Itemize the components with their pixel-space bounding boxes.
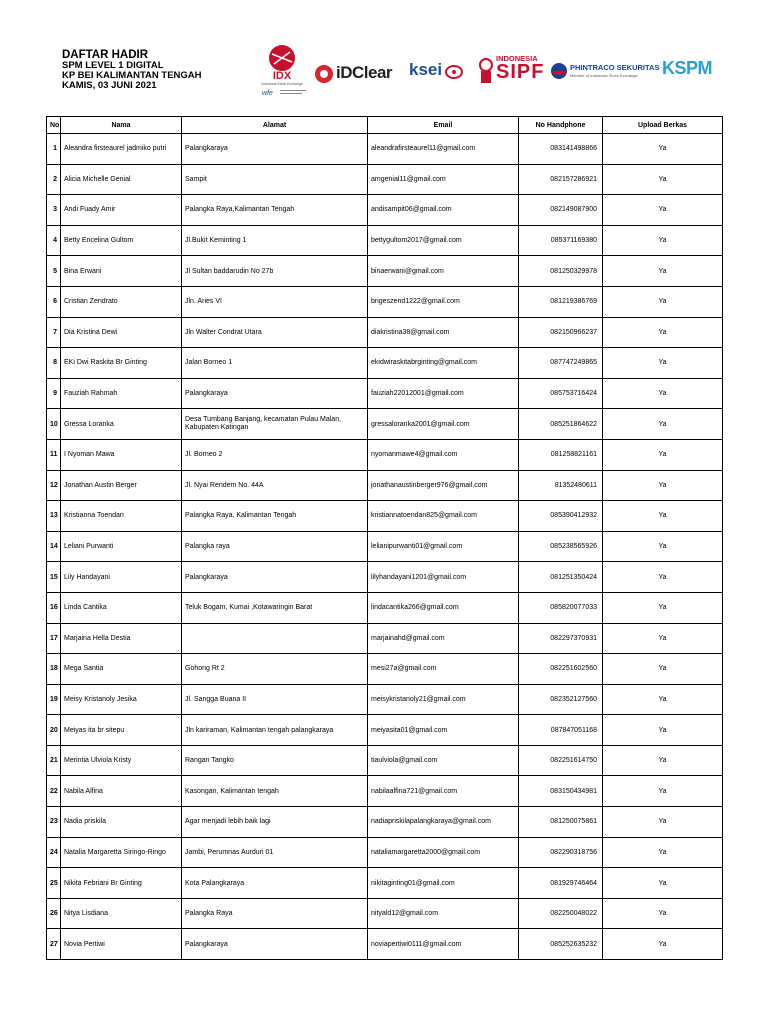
- cell-email: nabilaalfina721@gmail.com: [368, 776, 519, 807]
- attendance-table: [46, 116, 723, 960]
- cell-email: meiyasita01@gmail.com: [368, 715, 519, 746]
- cell-alamat: Palangkaraya: [182, 134, 368, 165]
- cell-upload: Ya: [603, 470, 723, 501]
- column-header-no: No: [47, 117, 61, 134]
- row-number: 15: [47, 562, 61, 593]
- table-row: [47, 348, 723, 379]
- table-row: [47, 715, 723, 746]
- cell-alamat: Teluk Bogam, Kumai ,Kotawaringin Barat: [182, 592, 368, 623]
- cell-upload: Ya: [603, 501, 723, 532]
- cell-upload: Ya: [603, 898, 723, 929]
- table-row: [47, 256, 723, 287]
- ksei-logo-text: ksei: [409, 60, 443, 79]
- cell-upload: Ya: [603, 715, 723, 746]
- cell-email: lilyhandayani1201@gmail.com: [368, 562, 519, 593]
- cell-upload: Ya: [603, 348, 723, 379]
- cell-email: noviapertiwi0111@gmail.com: [368, 929, 519, 960]
- kspm-logo: [662, 58, 722, 88]
- header-subtitle: SPM LEVEL 1 DIGITAL: [62, 60, 164, 71]
- cell-email: jonathanaustinberger976@gmail.com: [368, 470, 519, 501]
- cell-handphone: 081250075861: [519, 807, 603, 838]
- sipf-logo-text: SIPF: [496, 61, 545, 83]
- table-row: [47, 439, 723, 470]
- row-number: 23: [47, 807, 61, 838]
- cell-nama: Fauziah Rahmah: [61, 378, 182, 409]
- svg-text:wfe: wfe: [262, 90, 273, 96]
- cell-handphone: 085753716424: [519, 378, 603, 409]
- cell-upload: Ya: [603, 654, 723, 685]
- cell-handphone: 081219386769: [519, 286, 603, 317]
- cell-handphone: 082352127560: [519, 684, 603, 715]
- row-number: 9: [47, 378, 61, 409]
- cell-email: gressaloranka2001@gmail.com: [368, 409, 519, 440]
- cell-nama: Natalia Margaretta Siringo-Ringo: [61, 837, 182, 868]
- phintraco-logo-subtext: Member of Indonesia Stock Exchange: [570, 73, 638, 78]
- column-header-nama: Nama: [61, 117, 182, 134]
- cell-alamat: Kasongan, Kalimantan tengah: [182, 776, 368, 807]
- cell-alamat: Palangka raya: [182, 531, 368, 562]
- cell-nama: Nitya Lisdiana: [61, 898, 182, 929]
- cell-nama: Meisy Kristanoly Jesika: [61, 684, 182, 715]
- cell-alamat: Jl. Borneo 2: [182, 439, 368, 470]
- cell-nama: Novia Pertiwi: [61, 929, 182, 960]
- table-row: [47, 225, 723, 256]
- row-number: 22: [47, 776, 61, 807]
- cell-upload: Ya: [603, 807, 723, 838]
- cell-email: aleandrafirsteaurel11@gmail.com: [368, 134, 519, 165]
- cell-email: lindacantika266@gmail.com: [368, 592, 519, 623]
- cell-nama: Dia Kristina Dewi: [61, 317, 182, 348]
- cell-upload: Ya: [603, 745, 723, 776]
- row-number: 4: [47, 225, 61, 256]
- idclear-logo: [314, 62, 404, 88]
- cell-nama: Alicia Michelle Genial: [61, 164, 182, 195]
- phintraco-logo: [550, 60, 660, 90]
- row-number: 7: [47, 317, 61, 348]
- cell-handphone: 085820077033: [519, 592, 603, 623]
- cell-nama: Lily Handayani: [61, 562, 182, 593]
- cell-upload: Ya: [603, 409, 723, 440]
- cell-alamat: Jln kariraman, Kalimantan tengah palangkaraya: [182, 715, 368, 746]
- table-row: [47, 745, 723, 776]
- cell-alamat: Gohong Rt 2: [182, 654, 368, 685]
- table-header-row: [47, 117, 723, 134]
- header-date: KAMIS, 03 JUNI 2021: [62, 80, 157, 91]
- row-number: 3: [47, 195, 61, 226]
- cell-nama: Mega Santia: [61, 654, 182, 685]
- row-number: 27: [47, 929, 61, 960]
- cell-alamat: Palangka Raya, Kalimantan Tengah: [182, 501, 368, 532]
- idclear-logo-text: iDClear: [336, 63, 393, 82]
- row-number: 17: [47, 623, 61, 654]
- cell-email: bettygultom2017@gmail.com: [368, 225, 519, 256]
- cell-alamat: Jln Walter Condrat Utara: [182, 317, 368, 348]
- cell-handphone: 082149087900: [519, 195, 603, 226]
- cell-alamat: Palangkaraya: [182, 562, 368, 593]
- cell-upload: Ya: [603, 256, 723, 287]
- cell-alamat: Jalan Borneo 1: [182, 348, 368, 379]
- cell-upload: Ya: [603, 592, 723, 623]
- table-row: [47, 378, 723, 409]
- table-row: [47, 501, 723, 532]
- cell-nama: Nikita Febriani Br Ginting: [61, 868, 182, 899]
- table-row: [47, 470, 723, 501]
- cell-alamat: Palangka Raya,Kalimantan Tengah: [182, 195, 368, 226]
- row-number: 19: [47, 684, 61, 715]
- row-number: 14: [47, 531, 61, 562]
- table-row: [47, 164, 723, 195]
- table-row: [47, 286, 723, 317]
- cell-upload: Ya: [603, 868, 723, 899]
- cell-nama: Cristian Zendrato: [61, 286, 182, 317]
- cell-nama: EKi Dwi Raskita Br Ginting: [61, 348, 182, 379]
- idx-logo: [252, 44, 312, 100]
- cell-nama: Kristianna Toendan: [61, 501, 182, 532]
- cell-email: nityald12@gmail.com: [368, 898, 519, 929]
- table-row: [47, 592, 723, 623]
- cell-nama: Betty Encelina Gultom: [61, 225, 182, 256]
- cell-upload: Ya: [603, 562, 723, 593]
- cell-email: binaerwani@gmail.com: [368, 256, 519, 287]
- cell-handphone: 082251602560: [519, 654, 603, 685]
- cell-upload: Ya: [603, 623, 723, 654]
- cell-handphone: 085251864622: [519, 409, 603, 440]
- sipf-logo: [478, 54, 546, 92]
- cell-handphone: 082250048022: [519, 898, 603, 929]
- cell-handphone: 085390412932: [519, 501, 603, 532]
- cell-nama: Linda Cantika: [61, 592, 182, 623]
- cell-email: andisampit06@gmail.com: [368, 195, 519, 226]
- cell-alamat: Jl. Sangga Buana II: [182, 684, 368, 715]
- cell-handphone: 082297370931: [519, 623, 603, 654]
- cell-alamat: Sampit: [182, 164, 368, 195]
- table-row: [47, 195, 723, 226]
- table-row: [47, 868, 723, 899]
- cell-alamat: Jl Sultan baddarudin No 27b: [182, 256, 368, 287]
- cell-email: brigeszend1222@gmail.com: [368, 286, 519, 317]
- table-row: [47, 929, 723, 960]
- cell-alamat: Jl.Bukit Keminting 1: [182, 225, 368, 256]
- cell-handphone: 082251614750: [519, 745, 603, 776]
- cell-email: tiaulviola@gmail.com: [368, 745, 519, 776]
- cell-alamat: Palangka Raya: [182, 898, 368, 929]
- cell-handphone: 081251350424: [519, 562, 603, 593]
- table-row: [47, 807, 723, 838]
- row-number: 20: [47, 715, 61, 746]
- cell-email: ekidwiraskitabrginting@gmail.com: [368, 348, 519, 379]
- cell-email: amgenial11@gmail.com: [368, 164, 519, 195]
- cell-alamat: Palangkaraya: [182, 378, 368, 409]
- table-row: [47, 317, 723, 348]
- cell-upload: Ya: [603, 684, 723, 715]
- row-number: 2: [47, 164, 61, 195]
- cell-nama: Jonathan Austin Berger: [61, 470, 182, 501]
- cell-nama: Nadia priskila: [61, 807, 182, 838]
- header-location: KP BEI KALIMANTAN TENGAH: [62, 70, 202, 81]
- cell-handphone: 082290318756: [519, 837, 603, 868]
- table-row: [47, 531, 723, 562]
- column-header-email: Email: [368, 117, 519, 134]
- row-number: 25: [47, 868, 61, 899]
- column-header-alamat: Alamat: [182, 117, 368, 134]
- row-number: 1: [47, 134, 61, 165]
- cell-email: diakristina38@gmail.com: [368, 317, 519, 348]
- idx-logo-subtext: Indonesia Stock Exchange: [261, 82, 303, 86]
- ksei-logo: [409, 60, 469, 90]
- row-number: 16: [47, 592, 61, 623]
- cell-handphone: 087747249865: [519, 348, 603, 379]
- cell-upload: Ya: [603, 439, 723, 470]
- cell-handphone: 082150966237: [519, 317, 603, 348]
- cell-upload: Ya: [603, 531, 723, 562]
- cell-nama: Bina Erwani: [61, 256, 182, 287]
- cell-nama: Leliani Purwanti: [61, 531, 182, 562]
- cell-email: meisykristanoly21@gmail.com: [368, 684, 519, 715]
- cell-handphone: 081929746464: [519, 868, 603, 899]
- cell-nama: Merintia Ulviola Kristy: [61, 745, 182, 776]
- cell-handphone: 81352480611: [519, 470, 603, 501]
- cell-nama: Gressa Loranka: [61, 409, 182, 440]
- cell-alamat: Agar menjadi lebih baik lagi: [182, 807, 368, 838]
- table-row: [47, 654, 723, 685]
- row-number: 12: [47, 470, 61, 501]
- kspm-logo-text: KSPM: [662, 58, 713, 78]
- cell-nama: I Nyoman Mawa: [61, 439, 182, 470]
- cell-alamat: [182, 623, 368, 654]
- cell-alamat: Rangan Tangko: [182, 745, 368, 776]
- row-number: 10: [47, 409, 61, 440]
- row-number: 24: [47, 837, 61, 868]
- cell-nama: Meiyas ita br sitepu: [61, 715, 182, 746]
- cell-handphone: 085238565926: [519, 531, 603, 562]
- table-row: [47, 776, 723, 807]
- cell-email: kristiannatoendan825@gmail.com: [368, 501, 519, 532]
- cell-alamat: Desa Tumbang Banjang, kecamatan Pulau Malan, Kabupaten Katingan: [182, 409, 368, 440]
- table-row: [47, 684, 723, 715]
- cell-alamat: Palangkaraya: [182, 929, 368, 960]
- phintraco-logo-text: PHINTRACO SEKURITAS: [570, 63, 660, 72]
- table-row: [47, 623, 723, 654]
- cell-nama: Nabila Alfina: [61, 776, 182, 807]
- cell-handphone: 085252635232: [519, 929, 603, 960]
- table-row: [47, 898, 723, 929]
- cell-email: lelianipurwanti01@gmail.com: [368, 531, 519, 562]
- cell-email: nataliamargaretta2000@gmail.com: [368, 837, 519, 868]
- table-row: [47, 134, 723, 165]
- row-number: 11: [47, 439, 61, 470]
- cell-handphone: 087847051168: [519, 715, 603, 746]
- row-number: 5: [47, 256, 61, 287]
- sipf-logo-label: INDONESIA: [496, 54, 538, 63]
- cell-handphone: 081258821161: [519, 439, 603, 470]
- cell-email: fauziah22012001@gmail.com: [368, 378, 519, 409]
- table-body: [47, 134, 723, 960]
- cell-email: nyomanmawe4@gmail.com: [368, 439, 519, 470]
- table-row: [47, 837, 723, 868]
- cell-handphone: 081250329978: [519, 256, 603, 287]
- cell-upload: Ya: [603, 378, 723, 409]
- table-row: [47, 562, 723, 593]
- cell-alamat: Jambi, Perumnas Aurduri 01: [182, 837, 368, 868]
- row-number: 26: [47, 898, 61, 929]
- cell-upload: Ya: [603, 225, 723, 256]
- cell-upload: Ya: [603, 134, 723, 165]
- cell-upload: Ya: [603, 929, 723, 960]
- row-number: 6: [47, 286, 61, 317]
- cell-alamat: Kota Palangkaraya: [182, 868, 368, 899]
- row-number: 8: [47, 348, 61, 379]
- row-number: 13: [47, 501, 61, 532]
- cell-upload: Ya: [603, 164, 723, 195]
- cell-handphone: 083141498866: [519, 134, 603, 165]
- cell-handphone: 082157286921: [519, 164, 603, 195]
- cell-nama: Marjaina Hella Destia: [61, 623, 182, 654]
- cell-upload: Ya: [603, 286, 723, 317]
- sponsor-logos: [252, 44, 722, 100]
- cell-email: mesi27a@gmail.com: [368, 654, 519, 685]
- idx-logo-text: IDX: [272, 70, 292, 82]
- cell-handphone: 085371169380: [519, 225, 603, 256]
- cell-upload: Ya: [603, 837, 723, 868]
- cell-email: marjainahd@gmail.com: [368, 623, 519, 654]
- cell-alamat: Jln. Aries VI: [182, 286, 368, 317]
- header-title: DAFTAR HADIR: [62, 49, 149, 61]
- column-header-handphone: No Handphone: [519, 117, 603, 134]
- table-row: [47, 409, 723, 440]
- row-number: 18: [47, 654, 61, 685]
- cell-email: nikitaginting01@gmail.com: [368, 868, 519, 899]
- cell-handphone: 083150434981: [519, 776, 603, 807]
- cell-upload: Ya: [603, 317, 723, 348]
- cell-upload: Ya: [603, 195, 723, 226]
- row-number: 21: [47, 745, 61, 776]
- cell-nama: Aleandra firsteaurel jadmiko putri: [61, 134, 182, 165]
- column-header-upload: Upload Berkas: [603, 117, 723, 134]
- cell-upload: Ya: [603, 776, 723, 807]
- cell-nama: Andi Fuady Amir: [61, 195, 182, 226]
- cell-alamat: Jl. Nyai Rendem No. 44A: [182, 470, 368, 501]
- cell-email: nadiapriskilapalangkaraya@gmail.com: [368, 807, 519, 838]
